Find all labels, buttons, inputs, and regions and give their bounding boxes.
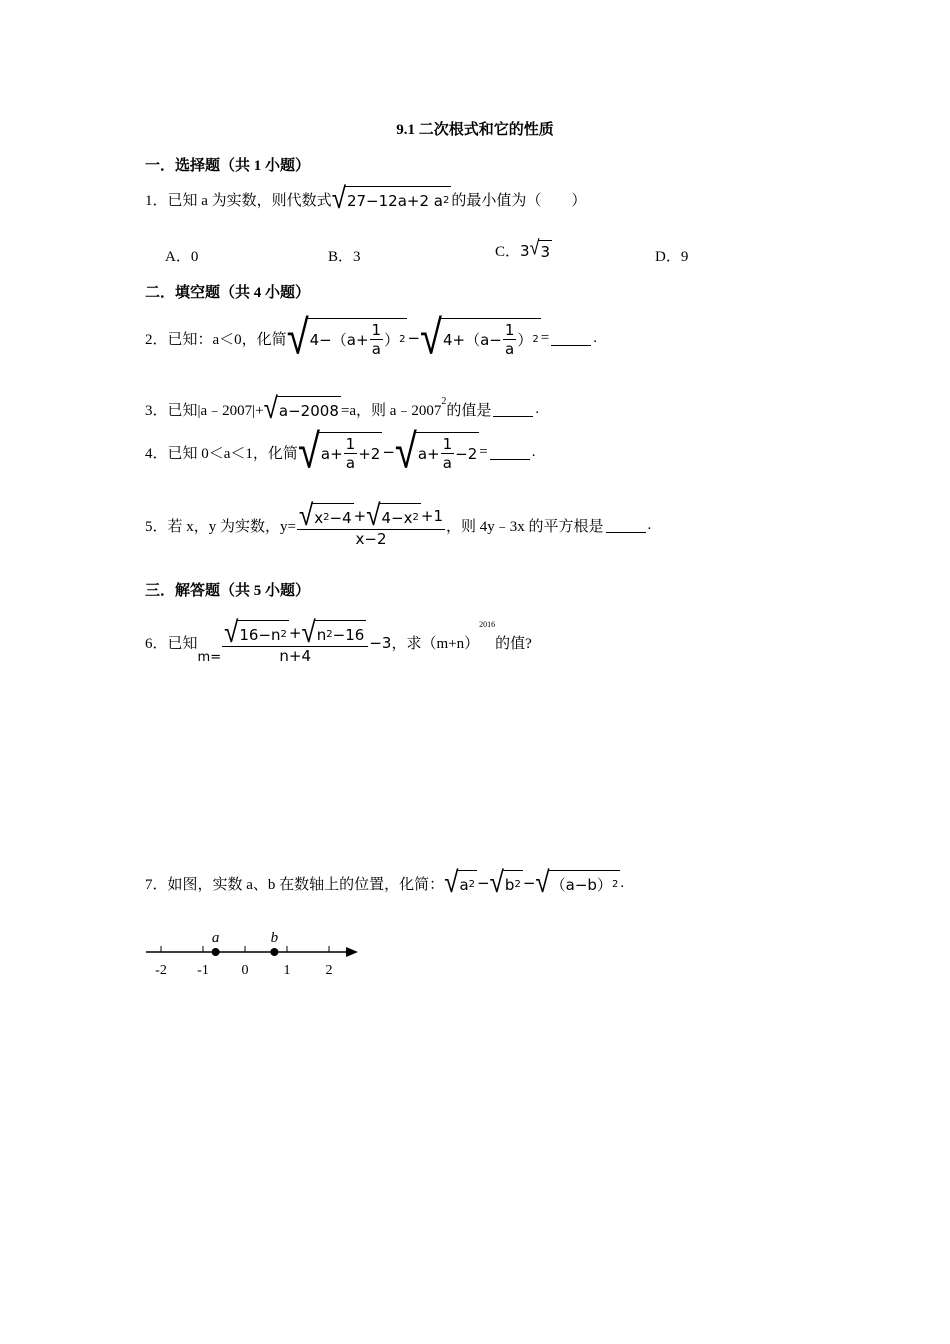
option-d[interactable]: D．9 — [655, 249, 689, 265]
tick-label: -1 — [197, 963, 209, 978]
point-b — [270, 948, 278, 956]
tick-label: 2 — [325, 963, 333, 978]
tick-label: 0 — [241, 963, 249, 978]
section-heading-choice: 一．选择题（共 1 小题） — [145, 158, 311, 174]
question-5: 5． 若 x，y 为实数，y= √ x 2 −4 + √ 4−x 2 +1 x−2 ，则 4y﹣3x 的平方根是 . — [145, 498, 652, 548]
question-text: 已知 a 为实数，则代数式 — [167, 192, 332, 209]
point-a — [212, 948, 220, 956]
section-heading-answer: 三．解答题（共 5 小题） — [145, 583, 311, 599]
question-4: 4． 已知 0＜a＜1，化简 √ a+ $\frac{1}{a}$ +2 − √ a+ $\frac{1}{a}$ −2 = . — [145, 424, 536, 480]
radical: √ a+ $\frac{1}{a}$ +2 — [297, 424, 381, 480]
answer-blank[interactable] — [490, 445, 530, 460]
question-7: 7． 如图，实数 a、b 在数轴上的位置，化简： √ a 2 − √ b 2 − √ （a−b） 2 . — [145, 865, 625, 901]
arrow-icon — [346, 947, 358, 957]
option-b[interactable]: B．3 — [328, 249, 361, 265]
radical: √ a+ $\frac{1}{a}$ −2 — [394, 424, 478, 480]
question-1 — [145, 181, 587, 217]
answer-blank[interactable] — [551, 331, 591, 346]
answer-blank[interactable] — [493, 402, 533, 417]
radical: √ 4−（a+ $\frac{1}{a}$ ） 2 — [286, 310, 406, 366]
radical: √ 4+（a− $\frac{1}{a}$ ） 2 — [420, 310, 539, 366]
answer-blank[interactable] — [606, 518, 646, 533]
option-c[interactable]: C． 3 √ 3 — [495, 236, 550, 261]
page-title: 9.1 二次根式和它的性质 — [396, 122, 554, 138]
fraction: √ 16−n 2 + √ n 2 −16 n+4 — [222, 620, 368, 665]
radical: √ 27−12a+2 a 2 — [331, 181, 450, 217]
radical: √ a−2008 — [263, 391, 339, 427]
point-label: a — [211, 930, 220, 946]
option-a[interactable]: A．0 — [165, 249, 199, 265]
fraction: √ x 2 −4 + √ 4−x 2 +1 x−2 — [298, 498, 444, 548]
question-text: 的最小值为（ ） — [451, 192, 587, 209]
point-label: b — [270, 930, 279, 946]
section-heading-fill: 二．填空题（共 4 小题） — [145, 285, 311, 301]
question-number: 1． — [145, 192, 168, 209]
question-3: 3． 已知|a﹣2007|+ √ a−2008 =a，则 a﹣2007 $^2$ 的值是 . — [145, 391, 540, 427]
number-line — [140, 920, 370, 985]
question-6: 6． 已知 m= √ 16−n 2 + √ n 2 −16 n+4 −3 ，求（m+n） 2016 的值? — [145, 615, 532, 665]
question-2: 2． 已知：a＜0，化简 √ 4−（a+ $\frac{1}{a}$ ） 2 − √ 4+（a− $\frac{1}{a}$ ） 2 = . — [145, 310, 598, 366]
tick-label: 1 — [283, 963, 291, 978]
tick-label: -2 — [155, 963, 167, 978]
